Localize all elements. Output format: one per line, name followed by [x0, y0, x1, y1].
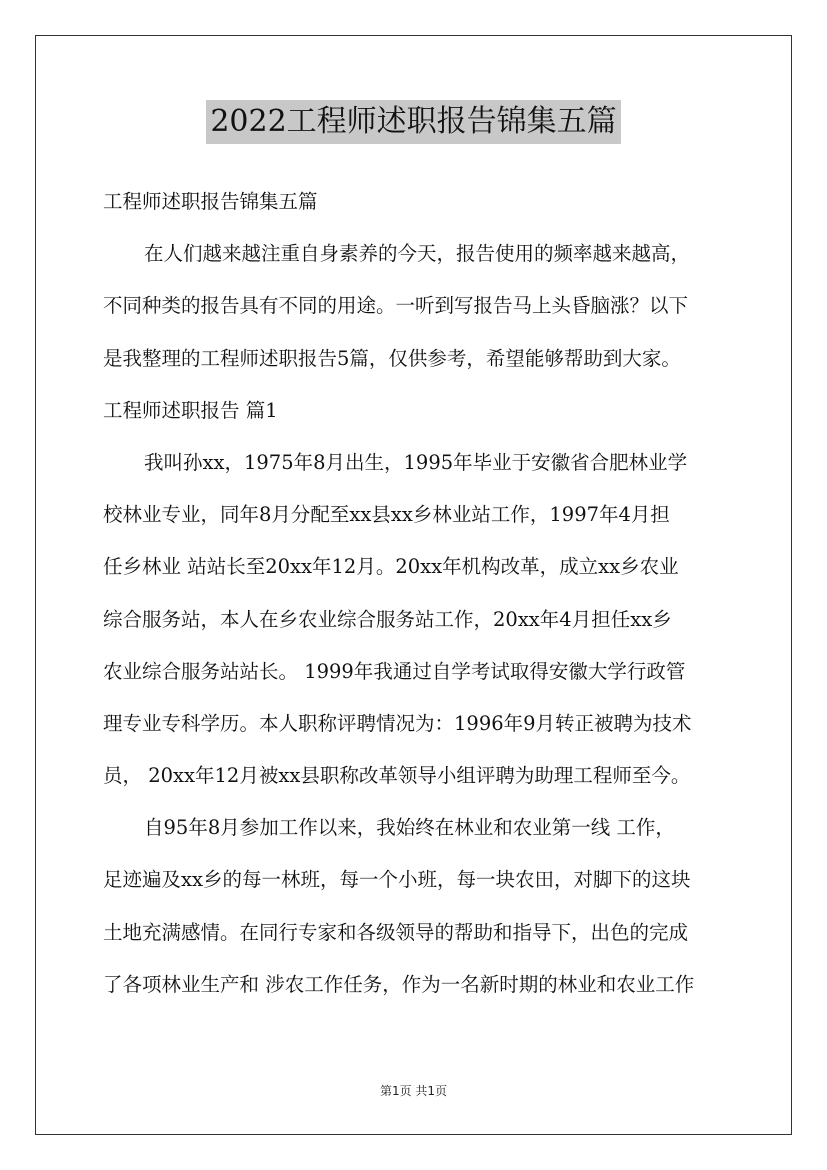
body-line: 我叫孙xx，1975年8月出生，1995年毕业于安徽省合肥林业学: [144, 450, 688, 474]
document-body: [103, 176, 733, 1011]
body-line: 工程师述职报告 篇1: [103, 398, 278, 422]
body-line: 自95年8月参加工作以来，我始终在林业和农业第一线 工作，: [144, 816, 675, 840]
body-line: 农业综合服务站站长。 1999年我通过自学考试取得安徽大学行政管: [103, 659, 686, 683]
body-line: 综合服务站，本人在乡农业综合服务站工作，20xx年4月担任xx乡: [103, 607, 672, 631]
body-line: 是我整理的工程师述职报告5篇，仅供参考，希望能够帮助到大家。: [103, 346, 681, 370]
body-line: 了各项林业生产和 涉农工作任务，作为一名新时期的林业和农业工作: [103, 972, 695, 996]
body-line: 在人们越来越注重自身素养的今天，报告使用的频率越来越高，: [144, 242, 691, 266]
body-line: 任乡林业 站站长至20xx年12月。20xx年机构改革，成立xx乡农业: [103, 555, 679, 579]
body-line: 理专业专科学历。本人职称评聘情况为：1996年9月转正被聘为技术: [103, 711, 692, 735]
document-title: 2022工程师述职报告锦集五篇: [206, 100, 620, 144]
title-container: [0, 100, 827, 144]
body-line: 土地充满感情。在同行专家和各级领导的帮助和指导下，出色的完成: [103, 920, 689, 944]
body-line: 校林业专业，同年8月分配至xx县xx乡林业站工作，1997年4月担: [103, 503, 670, 527]
body-line: 不同种类的报告具有不同的用途。一听到写报告马上头昏脑涨？以下: [103, 294, 689, 318]
body-line: 工程师述职报告锦集五篇: [103, 190, 318, 213]
page-footer: 第1页 共1页: [379, 1084, 448, 1098]
body-line: 足迹遍及xx乡的每一林班，每一个小班，每一块农田，对脚下的这块: [103, 868, 691, 892]
body-line: 员， 20xx年12月被xx县职称改革领导小组评聘为助理工程师至今。: [103, 764, 691, 788]
